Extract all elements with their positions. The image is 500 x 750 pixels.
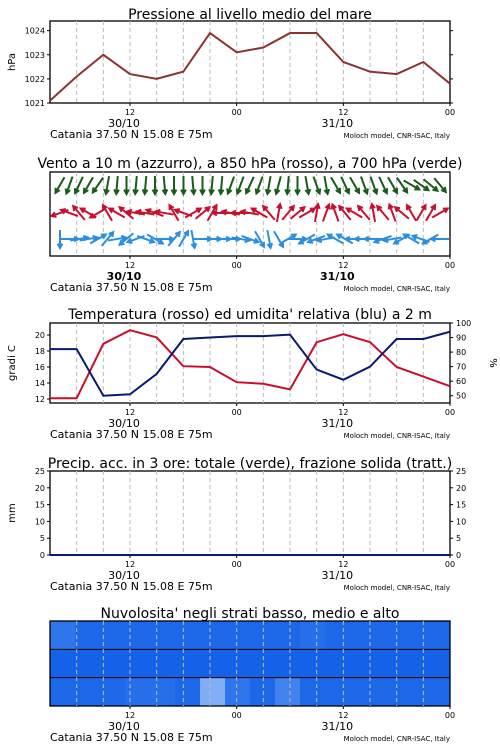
cloud-cell — [325, 649, 351, 678]
wind-arrow-700hpa — [124, 176, 129, 194]
credit-label: Moloch model, CNR-ISAC, Italy — [343, 735, 450, 743]
x-tick-label: 00 — [444, 261, 456, 270]
y-tick-label-right: 5 — [456, 534, 462, 544]
date-label: 30/10 — [108, 117, 140, 130]
wind-arrow-700hpa — [172, 176, 177, 194]
y-tick-label: 16 — [34, 363, 45, 372]
cloud-cell — [250, 649, 276, 678]
y-tick-label-right: 50 — [456, 391, 467, 401]
chart-title: Temperatura (rosso) ed umidita' relativa (blu) a 2 m — [68, 307, 432, 323]
cloud-cell — [125, 678, 151, 707]
wind-arrow-700hpa — [191, 176, 196, 194]
wind-arrow-850hpa — [156, 210, 174, 215]
wind-arrow-700hpa — [200, 176, 205, 194]
x-tick-label: 00 — [444, 711, 456, 720]
y-tick-label-right: 0 — [456, 551, 462, 560]
cloud-cell — [225, 621, 251, 650]
plot-frame — [50, 323, 450, 403]
wind-arrow-700hpa — [246, 177, 254, 193]
y-tick-label-right: 90 — [456, 333, 467, 343]
wind-arrow-shaft — [331, 177, 340, 193]
cloud-cell — [250, 678, 276, 707]
wind-arrow-700hpa — [104, 176, 109, 194]
y-tick-label: 10 — [34, 517, 45, 527]
cloud-cell — [425, 621, 451, 650]
wind-arrow-700hpa — [219, 176, 224, 194]
cloud-cell — [325, 621, 351, 650]
y-tick-label-right: 60 — [456, 377, 467, 387]
location-label: Catania 37.50 N 15.08 E 75m — [50, 731, 213, 744]
plot-frame — [50, 471, 450, 555]
y-tick-label: 25 — [34, 467, 45, 476]
y-tick-label: 0 — [39, 551, 45, 560]
y-axis-label: gradi C — [7, 345, 18, 381]
wind-arrow-700hpa — [93, 178, 103, 193]
y-tick-label: 15 — [34, 500, 45, 510]
plot-frame — [50, 21, 450, 103]
y-tick-label: 14 — [34, 379, 45, 388]
y-tick-label: 1024 — [24, 26, 45, 36]
cloud-cell — [425, 678, 451, 707]
date-label: 31/10 — [321, 720, 354, 733]
y-tick-label-right: 15 — [456, 500, 467, 510]
wind-arrow-700hpa — [379, 177, 387, 193]
wind-arrow-850hpa — [323, 205, 330, 222]
wind-arrow-700hpa — [237, 177, 244, 194]
cloud-cell — [300, 649, 326, 678]
wind-arrow-850hpa — [370, 204, 375, 222]
wind-arrow-shaft — [388, 177, 397, 193]
wind-arrow-850hpa — [332, 205, 339, 222]
wind-arrow-700hpa — [84, 177, 93, 193]
date-label: 30/10 — [106, 270, 142, 283]
y-tick-label: 20 — [34, 331, 45, 340]
x-tick-label: 12 — [338, 560, 349, 569]
cloud-cell — [350, 649, 376, 678]
cloud-cell — [175, 649, 201, 678]
credit-label: Moloch model, CNR-ISAC, Italy — [343, 132, 450, 140]
y-tick-label: 5 — [39, 534, 45, 544]
x-tick-label: 12 — [338, 261, 349, 270]
chart-title: Pressione al livello medio del mare — [128, 7, 372, 23]
x-tick-label: 00 — [231, 560, 242, 569]
date-label: 30/10 — [108, 417, 140, 430]
wind-arrow-shaft — [93, 178, 103, 193]
wind-arrow-850hpa — [277, 204, 282, 222]
wind-arrow-700hpa — [75, 177, 83, 193]
cloud-cell — [225, 678, 251, 707]
y-axis-label: mm — [7, 503, 18, 523]
chart-title: Precip. acc. in 3 ore: totale (verde), frazione solida (tratt.) — [47, 456, 453, 472]
cloud-cell — [350, 678, 376, 707]
cloud-cell — [150, 649, 176, 678]
wind-arrow-850hpa — [426, 205, 435, 221]
wind-arrow-700hpa — [227, 177, 234, 194]
date-label: 31/10 — [321, 569, 354, 582]
pressure-line — [50, 33, 450, 101]
credit-label: Moloch model, CNR-ISAC, Italy — [343, 432, 450, 440]
x-tick-label: 12 — [124, 261, 136, 270]
wind-arrow-700hpa — [143, 176, 148, 194]
y-tick-label-right: 80 — [456, 348, 467, 358]
wind-arrow-700hpa — [305, 176, 310, 194]
cloud-cell — [75, 649, 101, 678]
cloud-cell — [350, 621, 376, 650]
credit-label: Moloch model, CNR-ISAC, Italy — [343, 285, 450, 293]
x-tick-label: 00 — [231, 711, 242, 720]
cloud-cell — [50, 678, 76, 707]
wind-arrow-700hpa — [285, 176, 290, 194]
wind-arrow-700hpa — [133, 176, 138, 194]
x-tick-label: 12 — [338, 108, 349, 117]
date-label: 31/10 — [321, 117, 354, 130]
wind-arrow-shaft — [350, 177, 359, 193]
wind-arrow-700hpa — [181, 176, 186, 194]
chart-title: Vento a 10 m (azzurro), a 850 hPa (rosso), a 700 hPa (verde) — [37, 156, 463, 172]
wind-arrow-10m — [267, 230, 272, 248]
credit-label: Moloch model, CNR-ISAC, Italy — [343, 584, 450, 592]
cloud-cell — [125, 649, 151, 678]
y-tick-label: 20 — [34, 483, 45, 493]
cloud-cell — [75, 621, 101, 650]
y-axis-label-right: % — [487, 358, 498, 368]
cloud-cell — [200, 649, 226, 678]
cloud-cell — [400, 649, 426, 678]
y-tick-label-right: 70 — [456, 362, 467, 372]
cloud-cell — [275, 678, 301, 707]
wind-arrow-shaft — [263, 206, 275, 220]
wind-arrow-700hpa — [361, 177, 368, 194]
location-label: Catania 37.50 N 15.08 E 75m — [50, 428, 213, 441]
wind-arrow-700hpa — [163, 176, 168, 194]
cloud-cell — [50, 621, 76, 650]
date-label: 30/10 — [108, 720, 140, 733]
wind-arrow-shaft — [397, 178, 407, 193]
x-tick-label: 00 — [444, 560, 456, 569]
y-axis-label: hPa — [7, 52, 18, 72]
x-tick-label: 00 — [231, 261, 242, 270]
wind-arrow-700hpa — [256, 177, 263, 194]
wind-arrow-shaft — [426, 205, 435, 221]
y-tick-label: 18 — [34, 347, 45, 356]
cloud-cell — [275, 649, 301, 678]
wind-arrow-700hpa — [370, 177, 377, 194]
wind-arrow-850hpa — [358, 206, 370, 220]
y-tick-label-right: 20 — [456, 483, 467, 493]
cloud-cell — [75, 678, 101, 707]
wind-arrow-700hpa — [397, 178, 407, 193]
cloud-cell — [150, 621, 176, 650]
wind-arrow-10m — [431, 237, 449, 242]
cloud-cell — [200, 678, 226, 707]
location-label: Catania 37.50 N 15.08 E 75m — [50, 281, 213, 294]
x-tick-label: 00 — [231, 108, 242, 117]
wind-arrow-700hpa — [331, 177, 340, 193]
wind-arrow-shaft — [274, 231, 283, 247]
cloud-cell — [425, 649, 451, 678]
cloud-cell — [200, 621, 226, 650]
wind-arrow-850hpa — [263, 206, 275, 220]
y-tick-label: 1022 — [24, 74, 45, 84]
wind-arrow-700hpa — [153, 176, 158, 194]
wind-arrow-850hpa — [377, 206, 389, 220]
cloud-cell — [325, 678, 351, 707]
x-tick-label: 12 — [124, 408, 136, 417]
wind-arrow-700hpa — [350, 177, 359, 193]
wind-arrow-700hpa — [295, 176, 300, 194]
cloud-cell — [275, 621, 301, 650]
cloud-cell — [125, 621, 151, 650]
cloud-cell — [175, 621, 201, 650]
wind-arrow-shaft — [377, 206, 389, 220]
y-tick-label: 1021 — [24, 99, 45, 108]
wind-arrow-700hpa — [341, 177, 349, 193]
x-tick-label: 12 — [124, 108, 136, 117]
x-tick-label: 00 — [231, 408, 242, 417]
wind-arrow-700hpa — [388, 177, 397, 193]
wind-arrow-700hpa — [209, 176, 214, 194]
temperature-line — [50, 330, 450, 398]
wind-arrow-shaft — [358, 206, 370, 220]
cloud-cell — [250, 621, 276, 650]
cloud-cell — [300, 678, 326, 707]
x-tick-label: 00 — [444, 408, 456, 417]
y-tick-label-right: 10 — [456, 517, 467, 527]
x-tick-label: 12 — [124, 711, 136, 720]
date-label: 31/10 — [320, 270, 355, 283]
y-tick-label-right: 25 — [456, 467, 467, 476]
wind-arrow-10m — [274, 231, 283, 247]
y-tick-label: 1023 — [24, 50, 45, 60]
location-label: Catania 37.50 N 15.08 E 75m — [50, 580, 213, 593]
y-tick-label: 12 — [34, 395, 45, 404]
wind-arrow-700hpa — [275, 176, 281, 193]
x-tick-label: 00 — [444, 108, 456, 117]
wind-arrow-700hpa — [324, 176, 329, 194]
wind-arrow-700hpa — [56, 177, 65, 193]
cloud-cell — [175, 678, 201, 707]
wind-arrow-700hpa — [266, 176, 271, 194]
chart-title: Nuvolosita' negli strati basso, medio e alto — [100, 606, 400, 622]
date-label: 30/10 — [108, 569, 140, 582]
date-label: 31/10 — [321, 417, 354, 430]
wind-arrow-850hpa — [315, 204, 320, 222]
wind-arrow-shaft — [84, 177, 93, 193]
wind-arrow-700hpa — [114, 176, 119, 194]
cloud-cell — [50, 649, 76, 678]
location-label: Catania 37.50 N 15.08 E 75m — [50, 128, 213, 141]
cloud-cell — [300, 621, 326, 650]
x-tick-label: 12 — [338, 408, 349, 417]
x-tick-label: 12 — [338, 711, 349, 720]
cloud-cell — [400, 621, 426, 650]
wind-arrow-shaft — [56, 177, 65, 193]
cloud-cell — [225, 649, 251, 678]
wind-arrow-shaft — [417, 205, 426, 221]
wind-arrow-850hpa — [417, 205, 426, 221]
cloud-cell — [400, 678, 426, 707]
wind-arrow-700hpa — [66, 177, 73, 194]
y-tick-label-right: 100 — [456, 319, 472, 328]
cloud-cell — [150, 678, 176, 707]
x-tick-label: 12 — [124, 560, 136, 569]
